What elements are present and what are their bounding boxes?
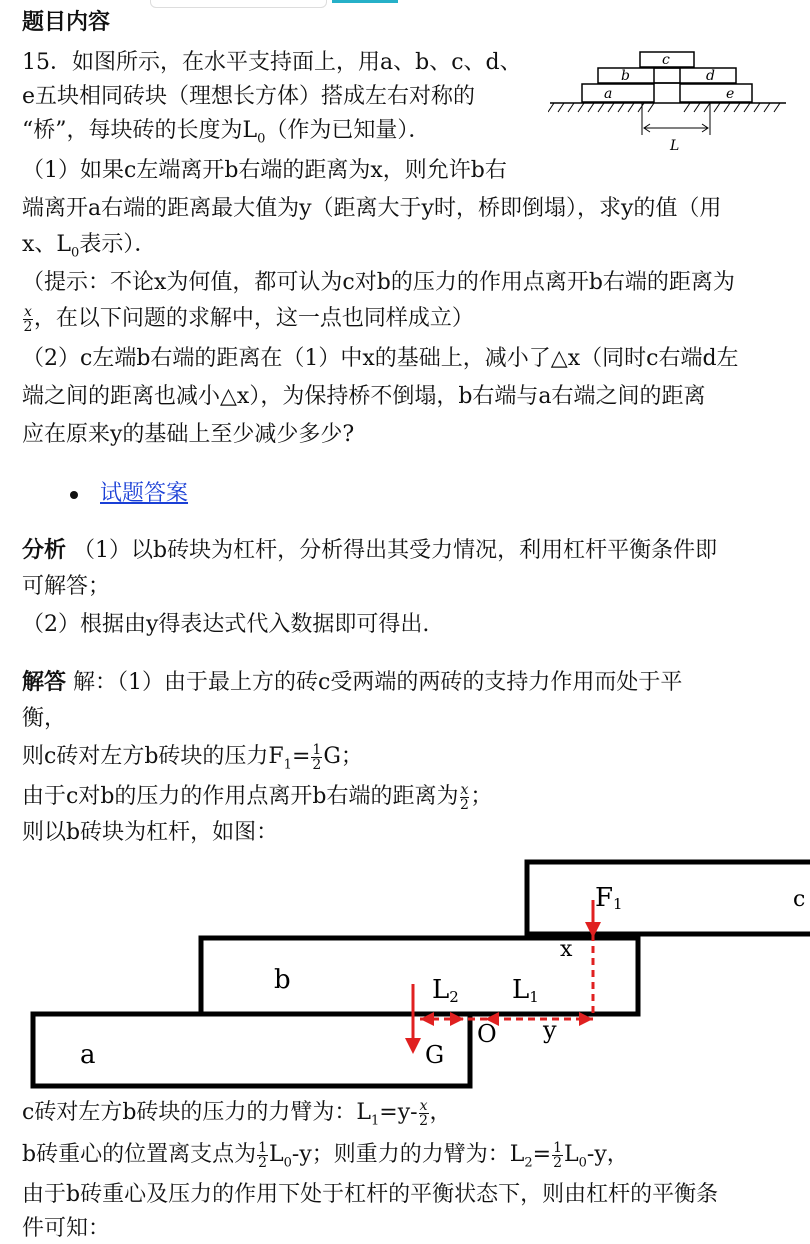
label-b: b	[274, 965, 291, 995]
brick-b	[598, 68, 680, 83]
brick-b-lever	[201, 938, 638, 1014]
label-c: c	[662, 52, 670, 68]
label-b: b	[621, 68, 630, 84]
label-O: O	[477, 1020, 497, 1048]
label-a: a	[604, 86, 613, 102]
brick-a-lever	[33, 1014, 470, 1086]
question-line: “桥”，每块砖的长度为$L_0$（作为已知量）．	[22, 118, 431, 147]
analysis-line: 可解答；	[22, 574, 111, 599]
solution-line: b砖重心的位置离支点为 $\frac{1}{2}$ $L_0-y$；则重力的力臂为：$L_2=$ $\frac{1}{2}$ $L_0-y$，	[22, 1139, 629, 1171]
question-line: $\frac{x}{2}$ ，在以下问题的求解中，这一点也同样成立）	[23, 303, 474, 335]
label-F1: F1	[595, 883, 623, 913]
label-y: y	[543, 1016, 557, 1044]
solution-line: 衡，	[22, 706, 67, 731]
question-line: 15．如图所示，在水平支持面上，用a、b、c、d、	[22, 50, 522, 75]
solution-line: 由于b砖重心及压力的作用下处于杠杆的平衡状态下，则由杠杆的平衡条	[22, 1182, 719, 1207]
solution-line: 则以b砖块为杠杆，如图：	[22, 820, 279, 845]
label-G: G	[425, 1041, 445, 1069]
solution-line: 件可知：	[22, 1216, 111, 1241]
bridge-figure	[548, 50, 788, 155]
label-a: a	[80, 1040, 96, 1070]
search-pill[interactable]	[150, 0, 327, 8]
answer-link[interactable]: 试题答案	[100, 481, 189, 506]
question-line: 端之间的距离也减小△x），为保持桥不倒塌，b右端与a右端之间的距离	[22, 384, 706, 409]
question-line: （2）c左端b右端的距离在（1）中x的基础上，减小了△x（同时c右端d左	[22, 346, 739, 371]
active-tab-indicator	[332, 0, 398, 3]
question-line: （提示：不论x为何值，都可认为c对b的压力的作用点离开b右端的距离为	[22, 270, 735, 295]
analysis-line: （2）根据由y得表达式代入数据即可得出.	[22, 612, 430, 637]
solution-line: 由于c对b的压力的作用点离开b右端的距离为 $\frac{x}{2}$ ；	[22, 781, 493, 813]
label-L2: L2	[432, 975, 459, 1006]
brick-a	[582, 84, 654, 102]
solution-line: 解答 解：（1）由于最上方的砖c受两端的两砖的支持力作用而处于平	[22, 670, 683, 695]
label-c-edge: c	[793, 887, 806, 912]
question-line: （1）如果c左端离开b右端的距离为x，则允许b右	[22, 158, 507, 183]
question-line: 应在原来y的基础上至少减少多少?	[22, 422, 355, 447]
question-line: 端离开a右端的距离最大值为y（距离大于y时，桥即倒塌），求y的值（用	[22, 196, 722, 221]
ground-hatch	[548, 103, 780, 112]
span-dimension	[642, 103, 710, 135]
lever-figure	[0, 856, 810, 1094]
label-L: L	[670, 138, 680, 154]
label-e: e	[726, 86, 735, 102]
section-title: 题目内容	[22, 10, 111, 35]
brick-d	[654, 68, 736, 83]
analysis-line: 分析 （1）以b砖块为杠杆，分析得出其受力情况，利用杠杆平衡条件即	[22, 538, 718, 563]
label-x: x	[560, 937, 573, 962]
label-L1: L1	[512, 975, 539, 1006]
brick-e	[680, 84, 752, 102]
question-line: e五块相同砖块（理想长方体）搭成左右对称的	[22, 84, 476, 109]
solution-line: 则c砖对左方b砖块的压力$F_1=$ $\frac{1}{2}$ G；	[22, 741, 363, 773]
brick-c-lever	[527, 862, 810, 934]
question-line: x、$L_0$表示）．	[22, 232, 157, 261]
solution-line: c砖对左方b砖块的压力的力臂为：$L_1=y-$ $\frac{x}{2}$ ，	[22, 1097, 452, 1129]
bullet-dot	[70, 491, 78, 499]
top-bar	[0, 0, 810, 8]
label-d: d	[706, 68, 715, 84]
